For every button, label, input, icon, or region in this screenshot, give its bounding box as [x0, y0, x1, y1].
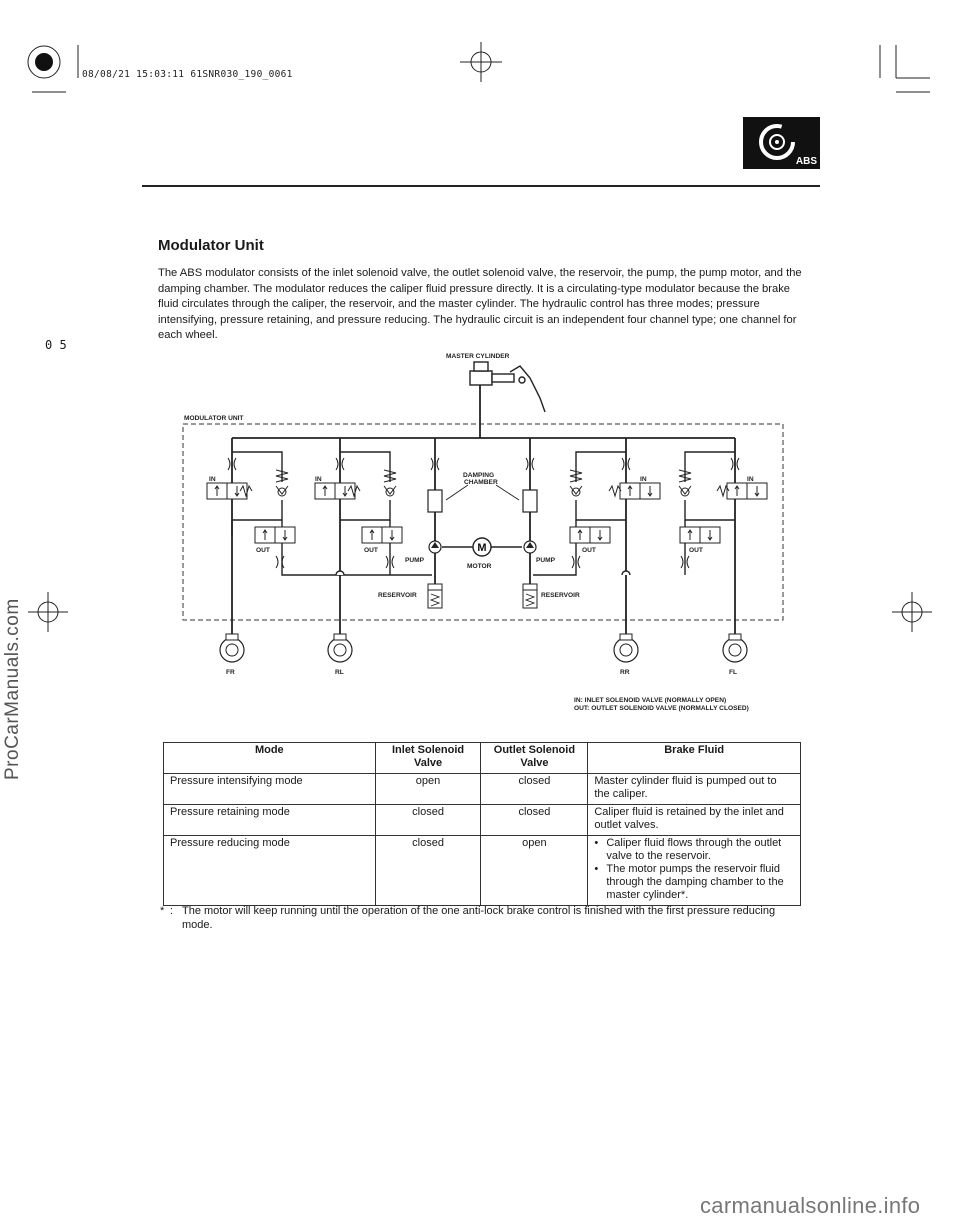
- label-in: IN: [747, 476, 754, 483]
- abs-badge-label: ABS: [795, 156, 817, 167]
- header-inlet-valve: Inlet Solenoid Valve: [375, 743, 481, 774]
- table-header-row: [164, 743, 801, 774]
- pump-motor: [473, 538, 491, 556]
- inlet-valve-rr: [620, 483, 660, 499]
- reservoir-right: [523, 584, 537, 608]
- wheel-caliper-fr: [220, 634, 244, 662]
- label-reservoir: RESERVOIR: [378, 592, 417, 599]
- page-reference: 0 5: [45, 338, 67, 352]
- label-wheel-fl: FL: [729, 669, 738, 676]
- label-wheel-rl: RL: [335, 669, 344, 676]
- header-brake-fluid: Brake Fluid: [588, 743, 801, 774]
- outlet-cell: closed: [481, 805, 588, 836]
- outlet-cell: closed: [481, 774, 588, 805]
- label-out: OUT: [689, 547, 703, 554]
- legend-inlet-valve: IN: INLET SOLENOID VALVE (NORMALLY OPEN): [574, 697, 727, 704]
- reservoir-left: [428, 584, 442, 608]
- check-valve: [276, 486, 288, 496]
- inlet-cell: closed: [375, 836, 481, 906]
- mode-cell: Pressure reducing mode: [164, 836, 376, 906]
- label-damping-chamber: CHAMBER: [464, 479, 498, 486]
- outlet-valve-fl: [680, 527, 720, 543]
- footnote: * : The motor will keep running until the operation of the one anti-lock brake control is finished with the first pressure reducing mode.: [160, 904, 808, 932]
- pump-right: [524, 541, 536, 553]
- label-out: OUT: [582, 547, 596, 554]
- label-pump: PUMP: [405, 557, 425, 564]
- legend-outlet-valve: OUT: OUTLET SOLENOID VALVE (NORMALLY CLOSED): [574, 705, 749, 712]
- table-row: [164, 836, 801, 906]
- modes-table: [163, 742, 801, 906]
- fluid-bullet-item: • The motor pumps the reservoir fluid through the damping chamber to the master cylinder*.: [594, 863, 784, 901]
- label-out: OUT: [256, 547, 270, 554]
- label-in: IN: [209, 476, 216, 483]
- check-valve: [679, 486, 691, 496]
- label-in: IN: [315, 476, 322, 483]
- side-watermark: ProCarManuals.com: [2, 598, 23, 780]
- label-in: IN: [640, 476, 647, 483]
- label-master-cylinder: MASTER CYLINDER: [446, 353, 510, 360]
- label-modulator-unit: MODULATOR UNIT: [184, 415, 244, 422]
- label-wheel-rr: RR: [620, 669, 630, 676]
- damping-chamber-right: [523, 490, 537, 512]
- label-motor: MOTOR: [467, 563, 492, 570]
- master-cylinder: [470, 362, 545, 412]
- inlet-valve-fr: [207, 483, 247, 499]
- intro-paragraph: The ABS modulator consists of the inlet solenoid valve, the outlet solenoid valve, the reservoir, the pump, the pump motor, and the damping chamber. The modulator reduces the caliper fluid pressure directly. It is a circulating-type modulator because the brake fluid circulates through the caliper, the reservoir, and the master cylinder. The hydraulic control has three modes; pressure intensifying, pressure retaining, and pressure reducing. The hydraulic circuit is an independent four channel type; one channel for each wheel.: [158, 267, 802, 342]
- outlet-valve-rl: [362, 527, 402, 543]
- label-damping-chamber: DAMPING: [463, 472, 495, 479]
- mode-cell: Pressure intensifying mode: [164, 774, 376, 805]
- wheel-caliper-rl: [328, 634, 352, 662]
- table-row: [164, 805, 801, 836]
- fluid-cell: Master cylinder fluid is pumped out to the caliper.: [588, 774, 801, 805]
- mode-cell: Pressure retaining mode: [164, 805, 376, 836]
- fluid-bullet-item: • Caliper fluid flows through the outlet valve to the reservoir.: [594, 837, 782, 862]
- wheel-caliper-rr: [614, 634, 638, 662]
- label-out: OUT: [364, 547, 378, 554]
- modulator-unit-boundary: [183, 424, 783, 620]
- inlet-cell: open: [375, 774, 481, 805]
- outlet-valve-fr: [255, 527, 295, 543]
- label-wheel-fr: FR: [226, 669, 235, 676]
- inlet-valve-rl: [315, 483, 355, 499]
- table-row: [164, 774, 801, 805]
- label-reservoir: RESERVOIR: [541, 592, 580, 599]
- bottom-watermark: carmanualsonline.info: [700, 1193, 921, 1218]
- fluid-cell: [588, 836, 801, 906]
- check-valve: [570, 486, 582, 496]
- motor-symbol: M: [477, 542, 487, 554]
- wheel-caliper-fl: [723, 634, 747, 662]
- check-valve: [384, 486, 396, 496]
- label-pump: PUMP: [536, 557, 556, 564]
- outlet-valve-rr: [570, 527, 610, 543]
- header-outlet-valve: Outlet Solenoid Valve: [481, 743, 588, 774]
- pump-left: [429, 541, 441, 553]
- inlet-valve-fl: [727, 483, 767, 499]
- print-stamp: 08/08/21 15:03:11 61SNR030_190_0061: [82, 69, 293, 80]
- fluid-cell: Caliper fluid is retained by the inlet and outlet valves.: [588, 805, 801, 836]
- footnote-text: The motor will keep running until the operation of the one anti-lock brake control is finished with the first pressure reducing mode.: [182, 905, 776, 931]
- section-title: Modulator Unit: [158, 237, 264, 254]
- outlet-cell: open: [481, 836, 588, 906]
- damping-chamber-left: [428, 490, 442, 512]
- inlet-cell: closed: [375, 805, 481, 836]
- header-mode: Mode: [164, 743, 376, 774]
- footnote-marker: *: [160, 905, 165, 917]
